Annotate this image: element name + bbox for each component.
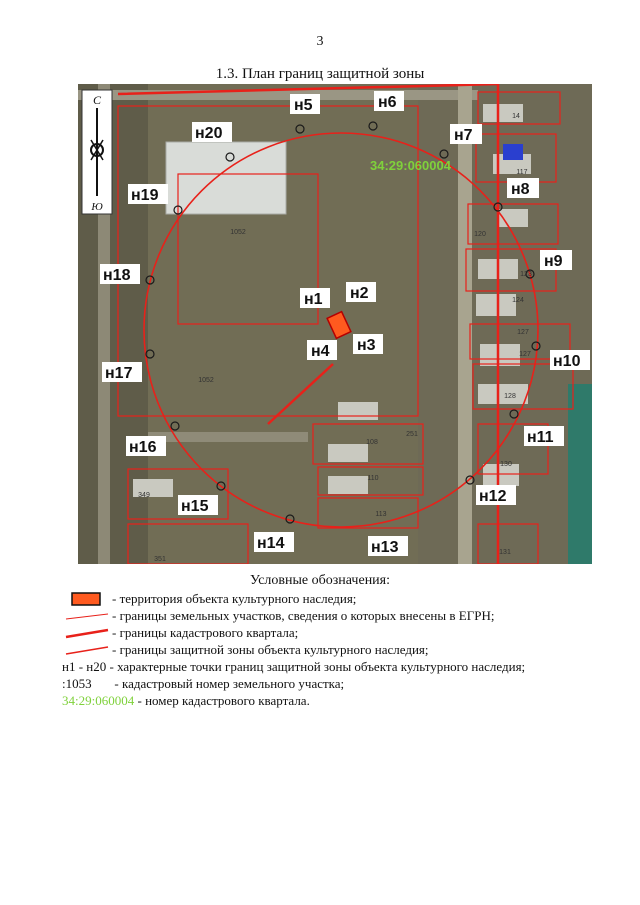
parcel-label: 127 <box>519 351 531 358</box>
medium-line-icon <box>62 643 110 657</box>
legend-points-note: н1 - н20 - характерные точки границ защитной зоны объекта культурного наследия; <box>62 659 526 674</box>
quarter-note: - номер кадастрового квартала. <box>137 693 310 708</box>
quarter-example: 34:29:060004 <box>62 693 135 708</box>
legend-item-object <box>62 591 356 607</box>
compass <box>82 90 112 214</box>
legend-quarter-row <box>62 693 310 709</box>
parcel-label: 127 <box>517 329 529 336</box>
legend-item-label: - границы земельных участков, сведения о которых внесены в ЕГРН; <box>112 608 495 623</box>
svg-text:н16: н16 <box>129 439 157 456</box>
parcel-label: 130 <box>500 461 512 468</box>
parcel-label: 108 <box>366 439 378 446</box>
svg-text:н5: н5 <box>294 97 313 114</box>
point-label-n5 <box>290 94 320 114</box>
legend-item-parcels <box>62 608 494 624</box>
svg-text:н11: н11 <box>527 429 554 446</box>
parcel-label: 131 <box>499 549 511 556</box>
legend-parcel-row <box>62 676 344 692</box>
legend-item-label: - границы защитной зоны объекта культурного наследия; <box>112 642 429 657</box>
parcel-label: 124 <box>512 297 524 304</box>
point-label-n14 <box>254 532 294 552</box>
svg-text:н7: н7 <box>454 127 473 144</box>
parcel-label: 113 <box>375 511 387 518</box>
thin-line-icon <box>62 609 110 623</box>
svg-text:н14: н14 <box>257 535 285 552</box>
parcel-label: 1052 <box>230 229 246 236</box>
point-label-n10 <box>550 350 590 370</box>
legend-title: Условные обозначения: <box>249 573 391 588</box>
point-label-n15 <box>178 495 218 515</box>
svg-text:н9: н9 <box>544 253 563 270</box>
point-label-n12 <box>476 485 516 505</box>
map-title: 1.3. План границ защитной зоны <box>215 66 425 82</box>
point-label-n18 <box>100 264 140 284</box>
map-image <box>78 84 592 564</box>
object-rect-icon <box>62 592 110 606</box>
legend-item-zone <box>62 642 429 658</box>
legend-item-label: - территория объекта культурного наследия; <box>112 591 357 606</box>
svg-text:н1: н1 <box>304 291 323 308</box>
point-label-n8 <box>507 178 539 198</box>
point-label-n11 <box>524 426 564 446</box>
svg-text:н19: н19 <box>131 187 159 204</box>
parcel-label: 110 <box>367 475 379 482</box>
page-number: 3 <box>316 34 324 49</box>
point-label-n9 <box>540 250 572 270</box>
svg-text:н18: н18 <box>103 267 131 284</box>
svg-text:н10: н10 <box>553 353 581 370</box>
parcel-label: 349 <box>138 492 150 499</box>
point-label-n20 <box>192 122 232 142</box>
parcel-label: 117 <box>516 169 528 176</box>
svg-text:н20: н20 <box>195 125 223 142</box>
svg-text:н4: н4 <box>311 343 330 360</box>
parcel-example: :1053 <box>62 676 92 691</box>
point-label-n17 <box>102 362 142 382</box>
legend-item-quarter <box>62 625 298 641</box>
svg-text:н15: н15 <box>181 498 209 515</box>
point-label-n6 <box>374 91 404 111</box>
svg-text:н12: н12 <box>479 488 507 505</box>
parcel-label: 123 <box>520 271 532 278</box>
svg-text:н6: н6 <box>378 94 397 111</box>
parcel-label: 120 <box>474 231 486 238</box>
parcel-note: - кадастровый номер земельного участка; <box>114 676 345 691</box>
quarter-number: 34:29:060004 <box>370 158 451 173</box>
compass-north: С <box>92 93 102 107</box>
point-label-n3 <box>353 334 383 354</box>
parcel-label: 251 <box>406 431 418 438</box>
point-label-n7 <box>450 124 482 144</box>
point-label-n1 <box>300 288 330 308</box>
svg-text:н17: н17 <box>105 365 133 382</box>
parcel-label: 351 <box>154 556 166 563</box>
point-label-n4 <box>307 340 337 360</box>
parcel-label: 14 <box>512 113 520 120</box>
legend-item-label: - границы кадастрового квартала; <box>112 625 299 640</box>
svg-text:н3: н3 <box>357 337 376 354</box>
point-label-n16 <box>126 436 166 456</box>
parcel-label: 1052 <box>198 377 214 384</box>
point-label-n2 <box>346 282 376 302</box>
svg-text:н2: н2 <box>350 285 369 302</box>
point-label-n13 <box>368 536 408 556</box>
compass-south: Ю <box>91 201 103 213</box>
point-label-n19 <box>128 184 168 204</box>
thick-line-icon <box>62 626 110 640</box>
parcel-label: 128 <box>504 393 516 400</box>
svg-text:н8: н8 <box>511 181 530 198</box>
svg-text:н13: н13 <box>371 539 399 556</box>
